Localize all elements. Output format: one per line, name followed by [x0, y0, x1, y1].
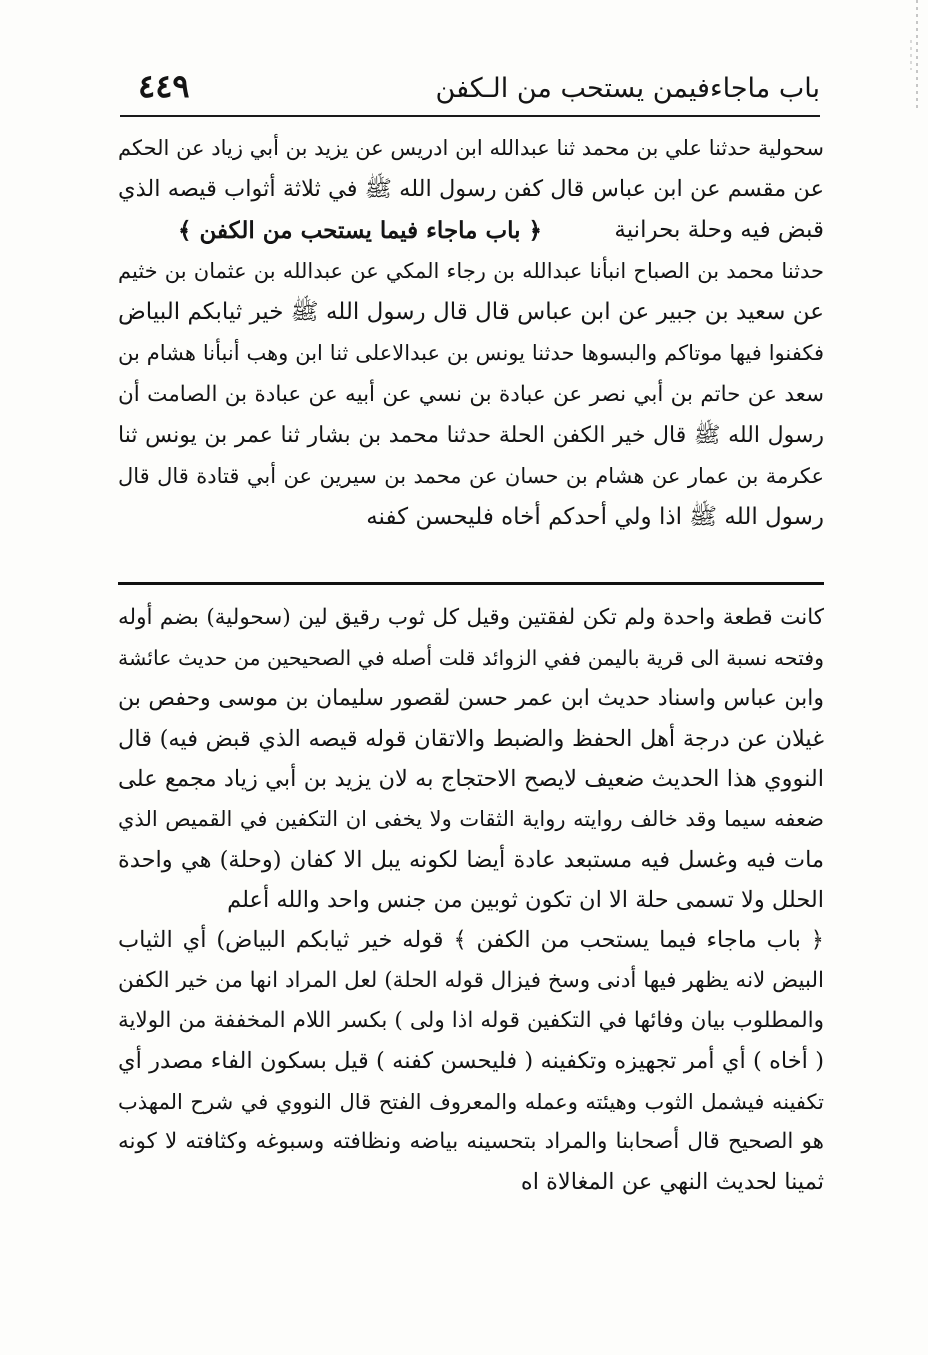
text-line: سعد عن حاتم بن أبي نصر عن عبادة بن نسي عن أبيه عن عبادة بن الصامت أن	[118, 382, 824, 407]
commentary-line: ضعفه سيما وقد خالف روايته رواية الثقات ولا يخفى ان التكفين في القميص الذي	[118, 807, 824, 832]
page-number: ٤٤٩	[138, 67, 190, 105]
commentary-line: كانت قطعة واحدة ولم تكن لفقتين وقيل كل ثوب رقيق لين (سحولية) بضم أوله	[118, 605, 824, 630]
header-rule	[120, 115, 820, 117]
commentary-line: والمطلوب بيان وفائها في التكفين قوله اذا ولى ) بكسر اللام المخففة من الولاية	[118, 1007, 824, 1033]
chapter-heading-line	[118, 210, 824, 251]
commentary-line: وابن عباس واسناد حديث ابن عمر حسن لقصور سليمان بن موسى وحفص بن	[118, 685, 824, 711]
chapter-title: ﴿ باب ماجاء فيما يستحب من الكفن ﴾	[178, 217, 543, 244]
text-line: عكرمة بن عمار عن هشام بن حسان عن محمد بن سيرين عن أبي قتادة قال قال	[118, 464, 824, 488]
commentary-line: ﴿ باب ماجاء فيما يستحب من الكفن ﴾ قوله خير ثيابكم البياض) أي الثياب	[118, 927, 824, 954]
section-separator	[118, 582, 824, 585]
text-line: رسول الله ﷺ قال خير الكفن الحلة حدثنا محمد بن بشار ثنا عمر بن يونس ثنا	[118, 423, 824, 448]
commentary-line: ثمينا لحديث النهي عن المغالاة اه	[520, 1169, 824, 1196]
commentary-line: ( أخاه ) أي أمر تجهيزه وتكفينه ( فليحسن كفنه ) قيل بسكون الفاء مصدر أي	[118, 1048, 824, 1075]
text-line: عن سعيد بن جبير عن ابن عباس قال قال رسول الله ﷺ خير ثيابكم البياض	[118, 299, 824, 325]
scan-edge-mark	[910, 40, 912, 70]
page-header	[120, 62, 820, 114]
text-line-start: قبض فيه وحلة بحرانية	[614, 217, 824, 243]
commentary-text	[118, 598, 824, 1202]
hadith-text	[118, 128, 824, 538]
text-line: سحولية حدثنا علي بن محمد ثنا عبدالله ابن ادريس عن يزيد بن أبي زياد عن الحكم	[118, 136, 824, 160]
text-line: عن مقسم عن ابن عباس قال كفن رسول الله ﷺ في ثلاثة أثواب قيصه الذي	[118, 176, 824, 202]
commentary-line: تكفينه فيشمل الثوب وهيئته وعمله والمعروف الفتح قال النووي في شرح المهذب	[118, 1089, 824, 1114]
commentary-line: وفتحه نسبة الى قرية باليمن ففي الزوائد قلت أصله في الصحيحين من حديث عائشة	[118, 646, 824, 671]
commentary-line: البيض لانه يظهر فيها أدنى وسخ فيزال قوله الحلة) لعل المراد انها من خير الكفن	[118, 967, 824, 993]
text-line: فكفنوا فيها موتاكم والبسوها حدثنا يونس بن عبدالاعلى ثنا ابن وهب أنبأنا هشام بن	[118, 341, 824, 365]
commentary-line: الحلل ولا تسمى حلة الا ان تكون ثوبين من جنس واحد والله أعلم	[227, 887, 824, 914]
commentary-line: هو الصحيح قال أصحابنا والمراد بتحسينه بياضه ونظافته وسبوغه وكثافته لا كونه	[118, 1128, 824, 1154]
commentary-line: غيلان عن درجة أهل الحفظ والضبط والاتقان قوله قيصه الذي قبض فيه) قال	[118, 725, 824, 752]
commentary-line: مات فيه وغسل فيه مستبعد عادة أيضا لكونه يبل الا كفان (وحلة) هي واحدة	[118, 846, 824, 873]
running-title: باب ماجاءفيمن يستحب من الـكفن	[435, 73, 820, 104]
text-line: حدثنا محمد بن الصباح انبأنا عبدالله بن رجاء المكي عن عبدالله بن عثمان بن خثيم	[118, 259, 824, 283]
text-line: رسول الله ﷺ اذا ولي أحدكم أخاه فليحسن كفنه	[366, 504, 824, 530]
commentary-line: النووي هذا الحديث ضعيف لايصح الاحتجاج به لان يزيد بن أبي زياد مجمع على	[118, 766, 824, 793]
scan-edge-mark	[916, 0, 918, 110]
